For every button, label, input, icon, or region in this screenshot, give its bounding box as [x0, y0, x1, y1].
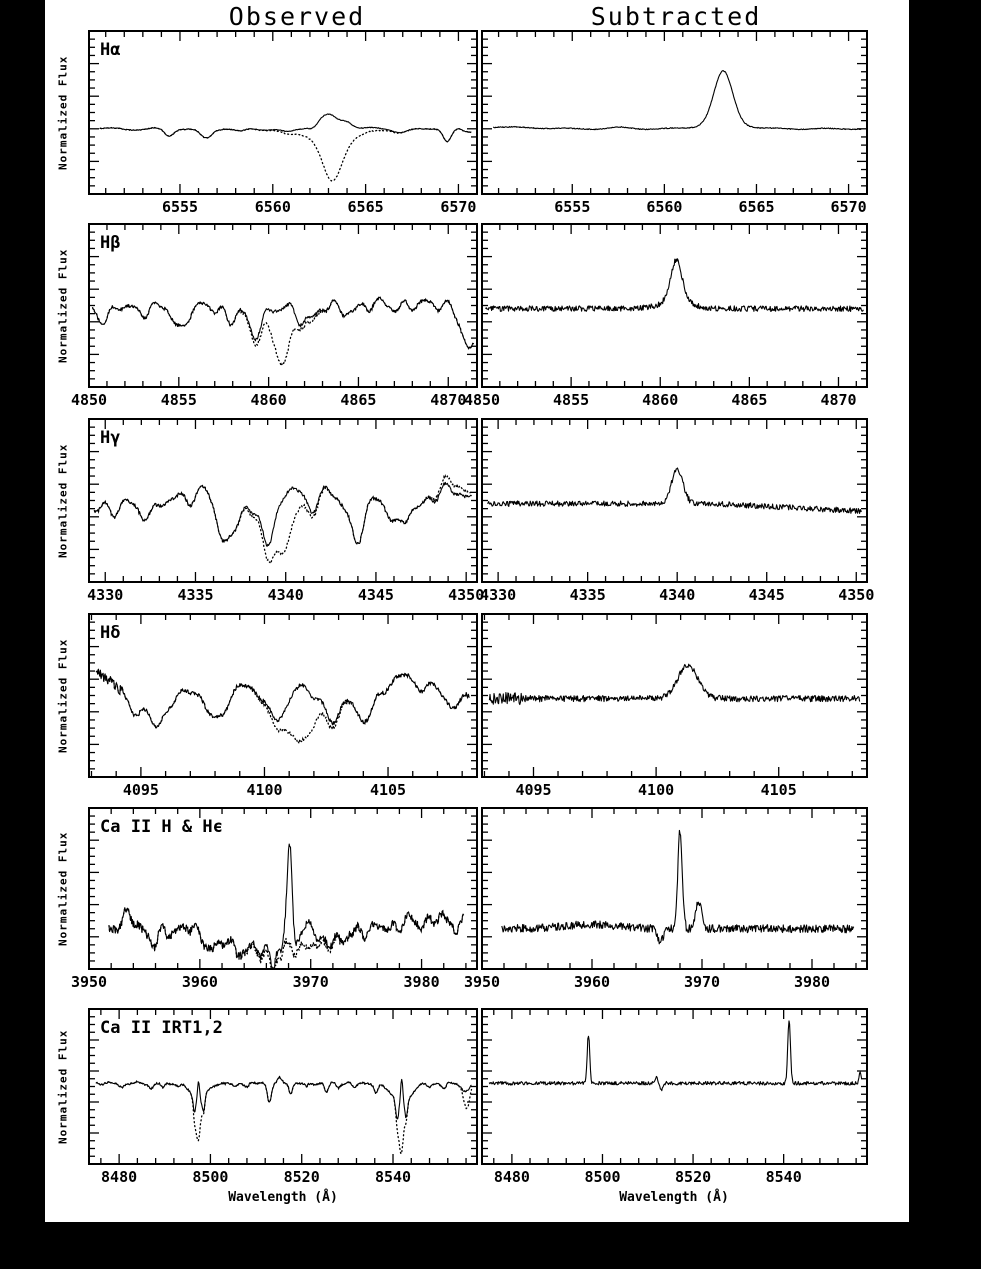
x-tick-label: 4870 [430, 391, 467, 409]
x-tick-label: 4095 [515, 781, 552, 799]
panel-frame [482, 419, 867, 582]
x-tick-label: 4330 [480, 586, 517, 604]
x-tick-label: 4860 [250, 391, 287, 409]
template-spectrum-curve [96, 669, 469, 742]
x-tick-labels [494, 1168, 802, 1186]
panel-line-label: Hα [100, 40, 121, 60]
x-tick-label: 4100 [246, 781, 283, 799]
axis-ticks [89, 224, 476, 387]
x-tick-label: 4100 [638, 781, 675, 799]
x-tick-label: 6560 [646, 198, 683, 216]
x-tick-labels [480, 586, 874, 604]
panel-line-label: Hδ [100, 623, 121, 643]
spectrum-curve [100, 114, 471, 142]
x-tick-label: 3980 [793, 973, 831, 991]
x-tick-label: 8520 [283, 1168, 320, 1186]
x-tick-label: 4345 [748, 586, 785, 604]
x-tick-label: 4340 [659, 586, 696, 604]
spectrum-curve [502, 830, 854, 943]
x-tick-label: 3960 [573, 973, 611, 991]
x-tick-label: 8500 [584, 1168, 621, 1186]
x-axis-label-subtracted: Wavelength (Å) [619, 1190, 729, 1205]
panel-hbeta-observed [70, 223, 478, 412]
panel-frame [482, 1009, 867, 1164]
x-tick-label: 6555 [161, 198, 199, 216]
x-tick-labels [554, 198, 866, 216]
x-tick-label: 8540 [374, 1168, 412, 1186]
spectrum-curve [93, 297, 474, 349]
panel-frame [89, 31, 477, 194]
x-tick-labels [123, 781, 406, 799]
x-tick-label: 6570 [830, 198, 867, 216]
axis-ticks [483, 1009, 866, 1164]
panel-frame [482, 31, 867, 194]
x-tick-label: 8500 [192, 1168, 229, 1186]
panel-frame [89, 614, 477, 777]
panel-caii-h-subtracted [463, 807, 868, 994]
panel-frame [89, 224, 477, 387]
spectrum-curve [96, 1076, 471, 1119]
panel-hgamma-observed [87, 418, 485, 607]
y-axis-label: Normalized Flux [56, 831, 70, 946]
x-tick-label: 4345 [357, 586, 394, 604]
axis-ticks [90, 31, 477, 194]
panel-line-label: Ca II H & Hϵ [100, 817, 223, 837]
y-axis-label: Normalized Flux [56, 55, 70, 170]
x-tick-label: 8480 [101, 1168, 138, 1186]
x-tick-label: 4865 [340, 391, 377, 409]
x-tick-label: 6560 [254, 198, 291, 216]
panel-halpha-subtracted [481, 30, 868, 219]
panel-hdelta-subtracted [481, 613, 868, 802]
panel-caii-irt-observed [88, 1008, 478, 1189]
panel-line-label: Ca II IRT1,2 [100, 1018, 223, 1038]
x-tick-label: 4850 [70, 391, 108, 409]
x-tick-label: 3980 [403, 973, 440, 991]
panel-frame [482, 614, 867, 777]
x-tick-label: 8520 [675, 1168, 712, 1186]
panel-frame [482, 224, 867, 387]
x-tick-label: 4105 [369, 781, 407, 799]
x-tick-label: 4855 [160, 391, 197, 409]
panel-hbeta-subtracted [463, 223, 868, 412]
spectrum-curve [487, 468, 861, 513]
x-tick-labels [101, 1168, 411, 1186]
panel-line-label: Hβ [100, 233, 121, 253]
x-tick-labels [162, 198, 477, 216]
spectrum-curve [96, 669, 469, 728]
panel-line-label: Hγ [100, 428, 121, 448]
y-axis-label: Normalized Flux [56, 443, 70, 558]
template-spectrum-curve [94, 476, 471, 563]
x-tick-labels [464, 973, 830, 991]
panel-hgamma-subtracted [480, 418, 875, 607]
axis-ticks [482, 808, 866, 969]
y-axis-label: Normalized Flux [56, 1029, 70, 1144]
panel-hdelta-observed [88, 613, 478, 802]
axis-ticks [483, 31, 867, 194]
x-tick-label: 4350 [838, 586, 875, 604]
x-tick-label: 4850 [463, 391, 501, 409]
x-tick-label: 4335 [569, 586, 606, 604]
panel-frame [482, 808, 867, 969]
x-tick-label: 4330 [87, 586, 124, 604]
x-tick-label: 6570 [440, 198, 477, 216]
x-tick-label: 3970 [292, 973, 329, 991]
x-tick-label: 4870 [820, 391, 857, 409]
x-tick-label: 4860 [642, 391, 679, 409]
x-tick-label: 8540 [765, 1168, 802, 1186]
x-axis-label-observed: Wavelength (Å) [228, 1190, 338, 1205]
axis-ticks [482, 224, 866, 387]
panel-caii-h-observed [70, 807, 478, 994]
x-tick-label: 3950 [463, 973, 501, 991]
spectrum-curve [489, 1021, 861, 1091]
x-tick-label: 4350 [448, 586, 485, 604]
x-tick-label: 6565 [738, 198, 775, 216]
template-spectrum-curve [100, 128, 471, 181]
x-tick-label: 3950 [70, 973, 108, 991]
spectrum-curve [109, 844, 464, 968]
x-tick-labels [464, 391, 857, 409]
y-axis-label: Normalized Flux [56, 248, 70, 363]
spectrum-curve [493, 71, 861, 130]
panel-halpha-observed [88, 30, 478, 219]
spectrum-curve [486, 259, 864, 312]
x-tick-label: 4340 [267, 586, 304, 604]
x-tick-label: 3960 [181, 973, 218, 991]
x-tick-label: 4855 [553, 391, 590, 409]
panel-caii-irt-subtracted [481, 1008, 868, 1189]
x-tick-labels [87, 586, 484, 604]
column-title-subtracted: Subtracted [590, 2, 762, 31]
spectrum-curve [94, 482, 471, 546]
figure-page [45, 0, 909, 1222]
x-tick-label: 4865 [731, 391, 768, 409]
axis-ticks [483, 614, 866, 777]
x-tick-label: 4335 [177, 586, 214, 604]
x-tick-labels [71, 973, 440, 991]
x-tick-label: 4095 [122, 781, 159, 799]
x-tick-label: 3970 [683, 973, 721, 991]
x-tick-label: 4105 [760, 781, 797, 799]
x-tick-labels [515, 781, 796, 799]
x-tick-label: 8480 [493, 1168, 530, 1186]
axis-ticks [483, 419, 866, 582]
column-title-observed: Observed [228, 2, 366, 31]
axis-ticks [90, 614, 476, 777]
spectrum-curve [489, 664, 859, 704]
x-tick-label: 6555 [554, 198, 591, 216]
y-axis-label: Normalized Flux [56, 638, 70, 753]
x-tick-label: 6565 [347, 198, 384, 216]
x-tick-labels [71, 391, 466, 409]
